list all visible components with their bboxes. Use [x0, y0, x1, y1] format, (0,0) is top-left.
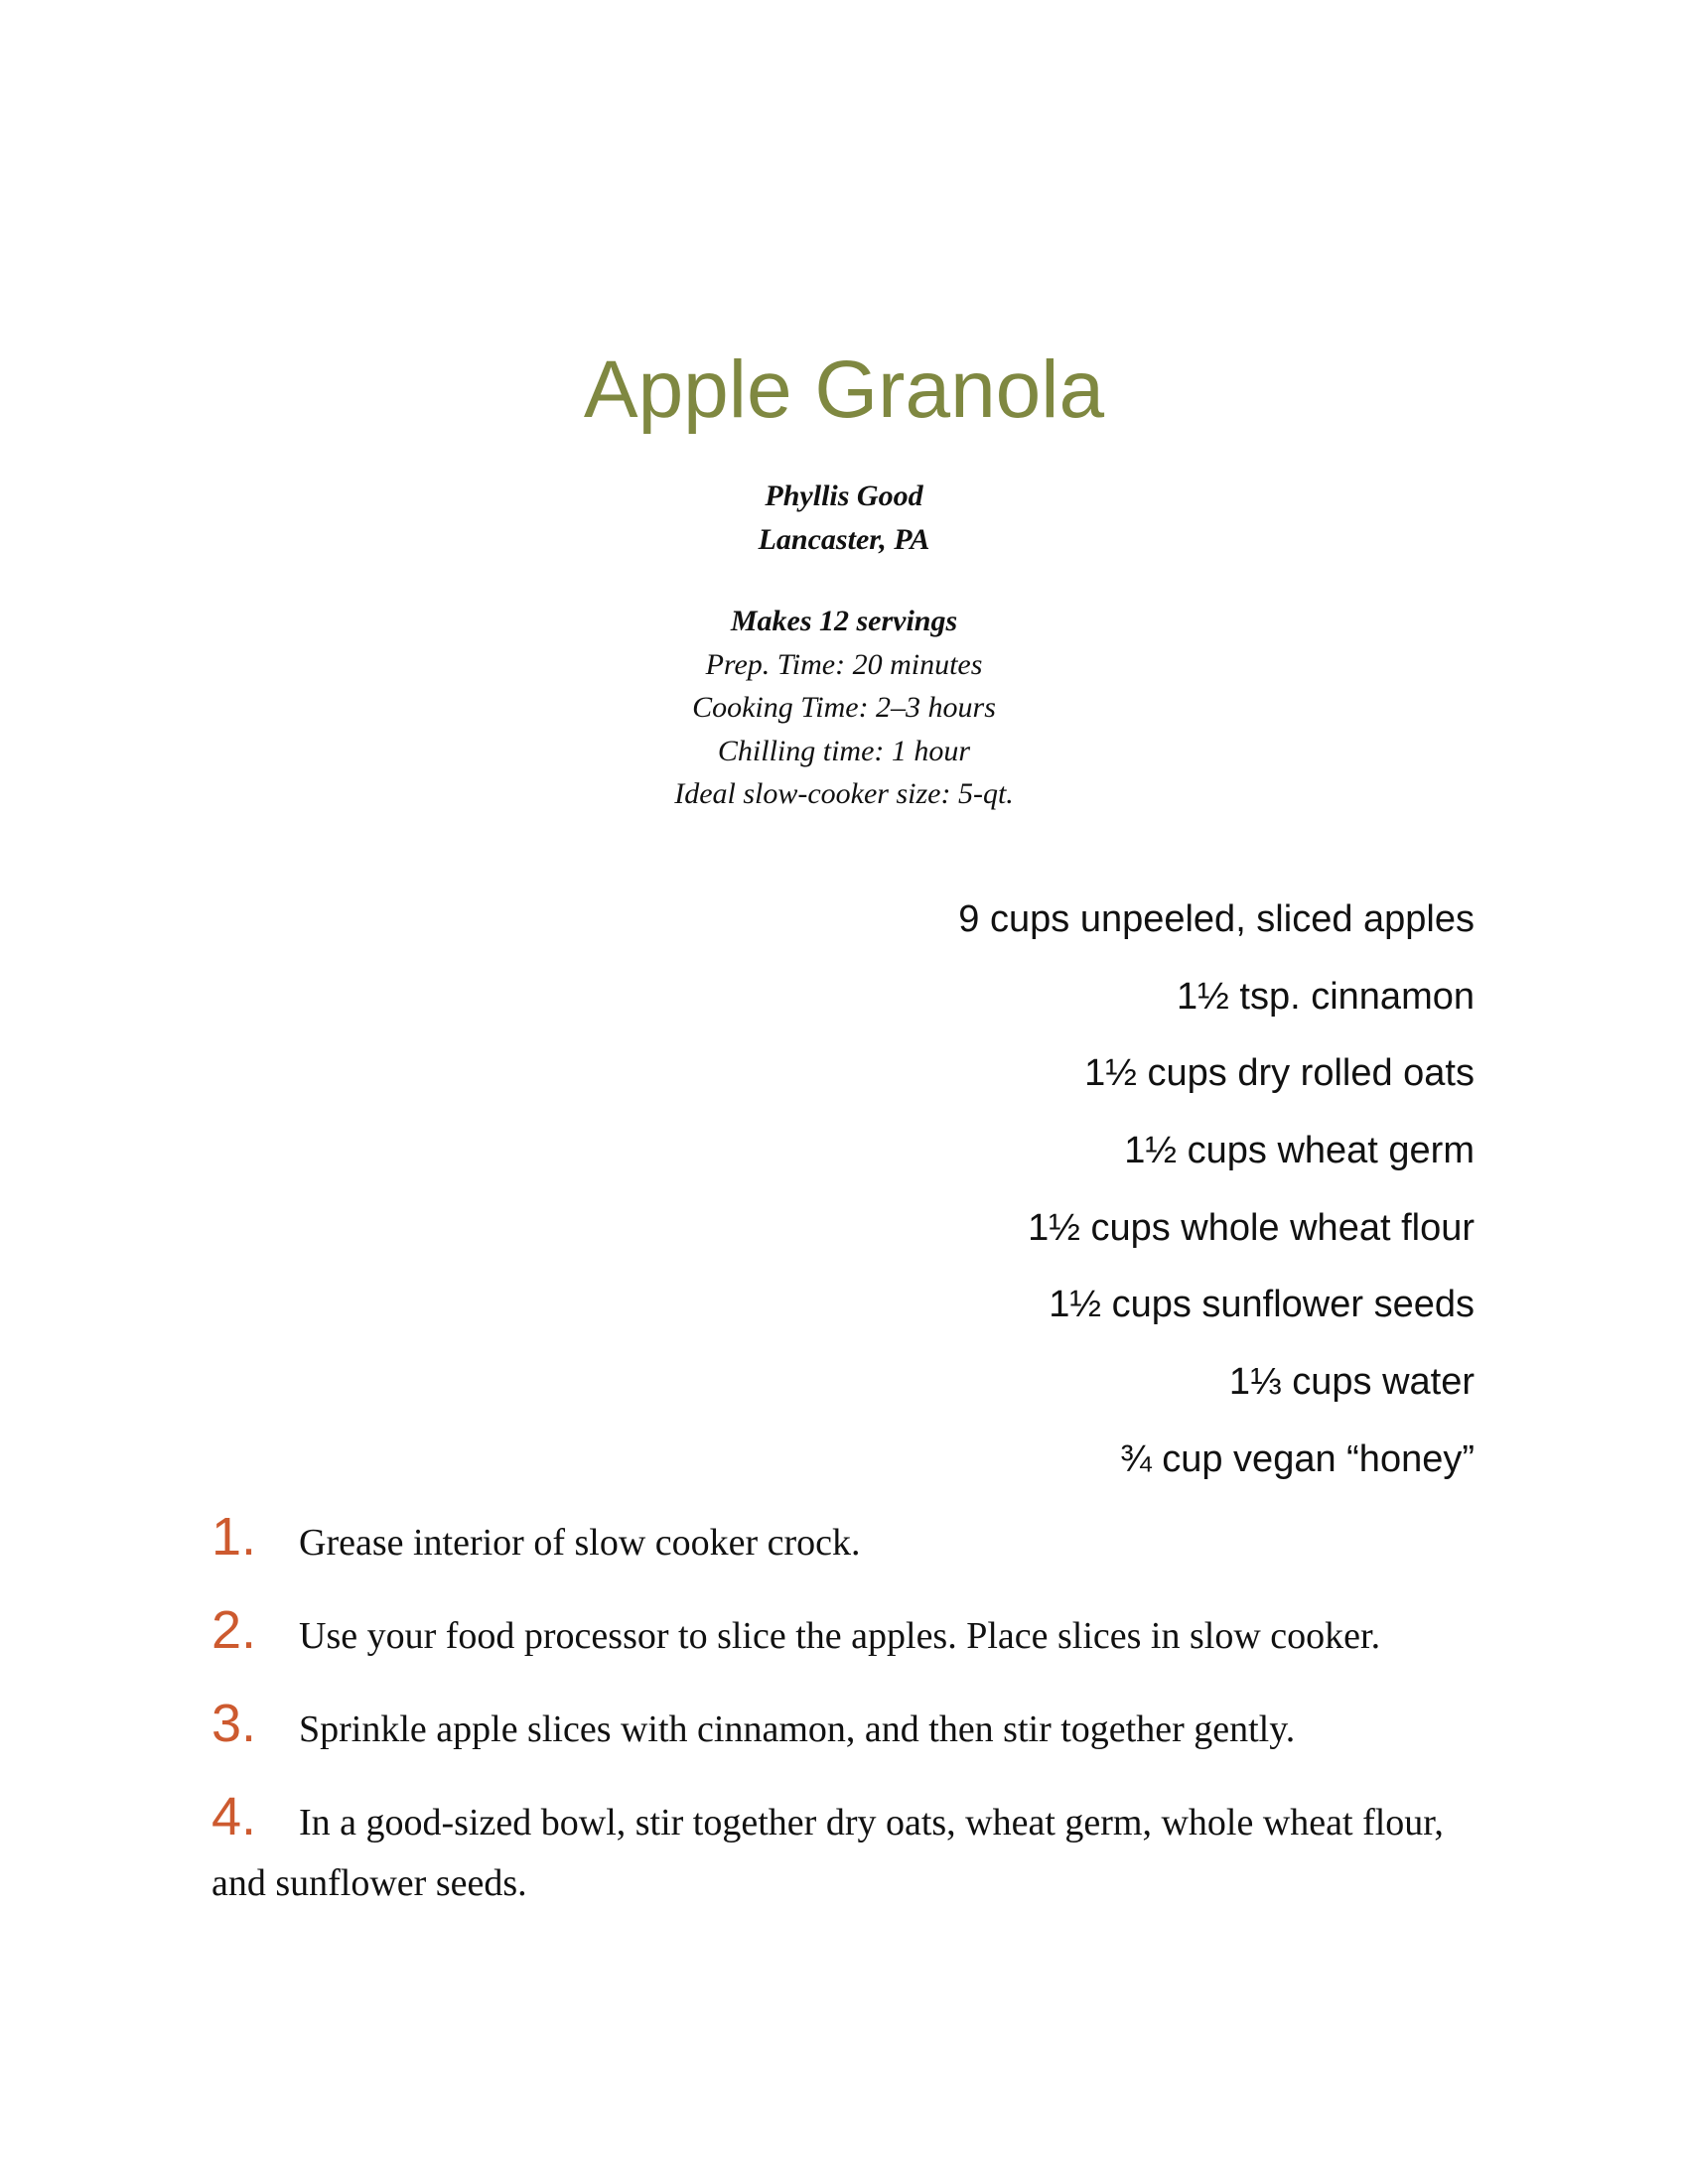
ingredient-item: 9 cups unpeeled, sliced apples — [958, 898, 1475, 940]
step-text: Grease interior of slow cooker crock. — [299, 1522, 861, 1564]
ingredient-item: 1⅓ cups water — [1228, 1361, 1475, 1404]
prep-time: Prep. Time: 20 minutes — [705, 647, 983, 681]
instruction-step — [211, 1694, 1492, 1760]
ingredient-item: ¾ cup vegan “honey” — [1119, 1437, 1475, 1480]
instruction-step — [211, 1600, 1492, 1667]
instruction-step — [211, 1787, 1492, 1914]
step-number: 3. — [211, 1694, 257, 1753]
ingredient-item: 1½ cups sunflower seeds — [1049, 1284, 1475, 1326]
step-number: 2. — [211, 1600, 257, 1660]
recipe-title: Apple Granola — [583, 344, 1105, 435]
step-text: Use your food processor to slice the apples. Place slices in slow cooker. — [299, 1615, 1381, 1657]
author-location: Lancaster, PA — [758, 522, 930, 556]
recipe-info-block — [0, 600, 1688, 816]
ingredient-item: 1½ cups whole wheat flour — [1028, 1206, 1475, 1249]
chilling-time: Chilling time: 1 hour — [717, 734, 971, 767]
ingredient-item: 1½ cups wheat germ — [1124, 1130, 1475, 1172]
cooking-time: Cooking Time: 2–3 hours — [692, 691, 996, 724]
author-block — [0, 475, 1688, 561]
step-text: Sprinkle apple slices with cinnamon, and then stir together gently. — [299, 1708, 1296, 1750]
servings: Makes 12 servings — [730, 605, 958, 637]
ingredient-item: 1½ tsp. cinnamon — [1177, 975, 1475, 1018]
cooker-size: Ideal slow-cooker size: 5-qt. — [674, 777, 1014, 810]
ingredient-item: 1½ cups dry rolled oats — [1084, 1052, 1475, 1095]
instruction-step — [211, 1507, 1492, 1573]
instruction-list — [211, 1507, 1492, 1941]
step-number: 4. — [211, 1787, 257, 1846]
step-number: 1. — [211, 1507, 257, 1567]
step-text: In a good-sized bowl, stir together dry oats, wheat germ, whole wheat flour, and sunflower seeds. — [211, 1802, 1444, 1904]
ingredient-list — [382, 887, 1475, 1505]
author-name: Phyllis Good — [765, 479, 923, 512]
